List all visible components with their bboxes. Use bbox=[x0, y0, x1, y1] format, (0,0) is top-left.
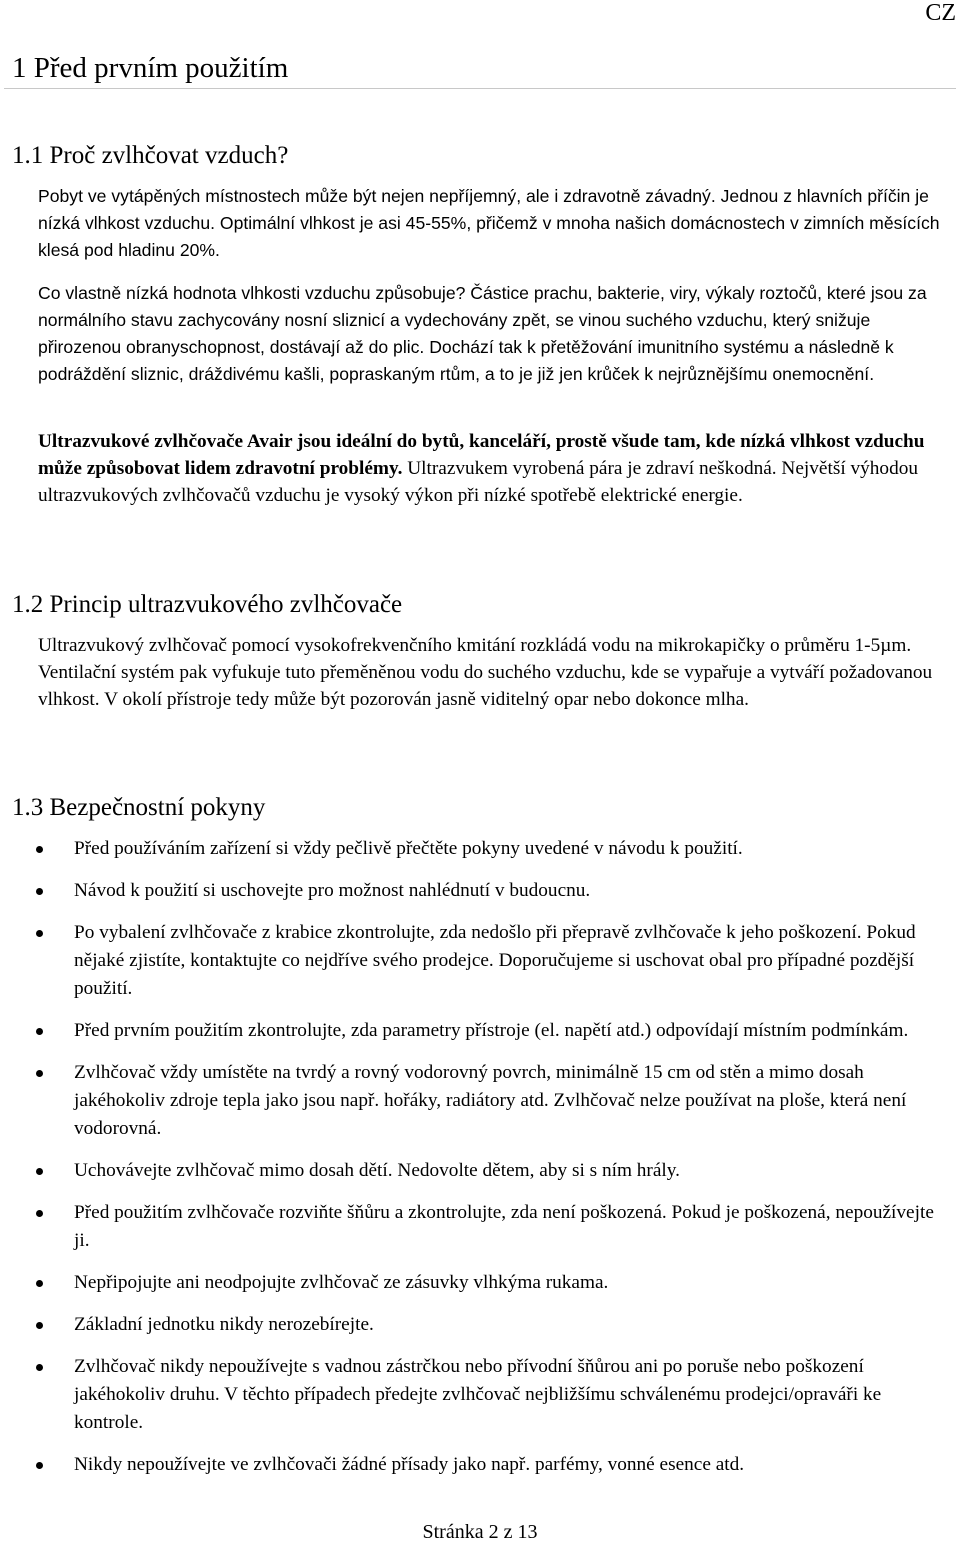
list-item-text: Po vybalení zvlhčovače z krabice zkontrolujte, zda nedošlo při přepravě zvlhčovače k jeho poškození. Pokud nějaké zjistíte, kontaktujte co nejdříve svého prodejce. Doporučujeme si uschovat obal pro případné pozdější použití. bbox=[74, 922, 916, 999]
bullet-icon bbox=[36, 1210, 43, 1217]
list-item bbox=[0, 877, 952, 905]
section-1-1-paragraph-1: Pobyt ve vytápěných místnostech může být nejen nepříjemný, ale i zdravotně závadný. Jednou z hlavních příčin je nízká vlhkost vzduchu. Optimální vlhkost je asi 45-55%, přičemž v mnoha našich domácnostech v zimních měsících klesá pod hladinu 20%. bbox=[38, 186, 940, 260]
bullet-icon bbox=[36, 1462, 43, 1469]
list-item bbox=[0, 1199, 952, 1255]
list-item bbox=[0, 919, 952, 1003]
list-item-text: Zvlhčovač vždy umístěte na tvrdý a rovný vodorovný povrch, minimálně 15 cm od stěn a mimo dosah jakéhokoliv zdroje tepla jako jsou např. hořáky, radiátory atd. Zvlhčovač nelze používat na ploše, která není vodorovná. bbox=[74, 1062, 907, 1139]
bullet-icon bbox=[36, 930, 43, 937]
section-1-3-title: 1.3 Bezpečnostní pokyny bbox=[12, 794, 266, 821]
list-item bbox=[0, 1451, 952, 1479]
list-item bbox=[0, 835, 952, 863]
bullet-icon bbox=[36, 1322, 43, 1329]
heading-divider bbox=[4, 88, 956, 89]
list-item bbox=[0, 1059, 952, 1143]
safety-list bbox=[0, 835, 952, 1479]
list-item-text: Návod k použití si uschovejte pro možnost nahlédnutí v budoucnu. bbox=[74, 880, 591, 901]
bullet-icon bbox=[36, 1028, 43, 1035]
list-item-text: Nikdy nepoužívejte ve zvlhčovači žádné přísady jako např. parfémy, vonné esence atd. bbox=[74, 1454, 745, 1475]
bullet-icon bbox=[36, 1070, 43, 1077]
page-number: Stránka 2 z 13 bbox=[422, 1521, 538, 1543]
chapter-heading: 1 Před prvním použitím bbox=[12, 52, 289, 84]
list-item bbox=[0, 1157, 952, 1185]
bullet-icon bbox=[36, 1280, 43, 1287]
list-item-text: Základní jednotku nikdy nerozebírejte. bbox=[74, 1314, 374, 1335]
highlight-text: Ultrazvukové zvlhčovače Avair jsou ideální do bytů, kanceláří, prostě všude tam, kde nízká vlhkost vzduchu může způsobovat lidem zdravotní problémy. bbox=[38, 431, 925, 479]
list-item bbox=[0, 1269, 952, 1297]
section-1-2-paragraph-1: Ultrazvukový zvlhčovač pomocí vysokofrekvenčního kmitání rozkládá vodu na mikrokapičky o průměru 1-5µm. Ventilační systém pak vyfukuje tuto přeměněnou vodu do suchého vzduchu, kde se vypařuje a vytváří požadovanou vlhkost. V okolí přístroje tedy může být pozorován jasně viditelný opar nebo dokonce mlha. bbox=[38, 635, 933, 710]
section-1-1-paragraph-2: Co vlastně nízká hodnota vlhkosti vzduchu způsobuje? Částice prachu, bakterie, viry, výkaly roztočů, které jsou za normálního stavu zachycovány nosní sliznicí a vydechovány zpět, se vinou suchého vzduchu, který snižuje přirozenou obranyschopnost, dostávají až do plic. Dochází tak k přetěžování imunitního systému a následně k podráždění sliznic, dráždivému kašli, popraskaným rtům, a to je již jen krůček k nejrůznějšímu onemocnění. bbox=[38, 283, 927, 384]
bullet-icon bbox=[36, 846, 43, 853]
list-item-text: Uchovávejte zvlhčovač mimo dosah dětí. Nedovolte dětem, aby si s ním hrály. bbox=[74, 1160, 680, 1181]
bullet-icon bbox=[36, 1364, 43, 1371]
section-1-2-title: 1.2 Princip ultrazvukového zvlhčovače bbox=[12, 591, 403, 618]
list-item bbox=[0, 1017, 952, 1045]
bullet-icon bbox=[36, 1168, 43, 1175]
language-code: CZ bbox=[925, 0, 956, 26]
list-item bbox=[0, 1311, 952, 1339]
list-item-text: Před používáním zařízení si vždy pečlivě přečtěte pokyny uvedené v návodu k použití. bbox=[74, 838, 743, 859]
list-item-text: Před použitím zvlhčovače rozviňte šňůru a zkontrolujte, zda není poškozená. Pokud je poškozená, nepoužívejte ji. bbox=[74, 1202, 934, 1251]
section-1-1-title: 1.1 Proč zvlhčovat vzduch? bbox=[12, 142, 289, 169]
paragraph-text: Ultrazvukem vyrobená pára je zdraví neškodná. Největší výhodou ultrazvukových zvlhčovačů vzduchu je vysoký výkon při nízké spotřebě elektrické energie. bbox=[38, 458, 918, 506]
section-1-1-paragraph-3 bbox=[38, 428, 952, 509]
list-item bbox=[0, 1353, 952, 1437]
list-item-text: Před prvním použitím zkontrolujte, zda parametry přístroje (el. napětí atd.) odpovídají místním podmínkám. bbox=[74, 1020, 909, 1041]
list-item-text: Zvlhčovač nikdy nepoužívejte s vadnou zástrčkou nebo přívodní šňůrou ani po poruše nebo poškození jakéhokoliv druhu. V těchto případech předejte zvlhčovač nejbližšímu schválenému prodejci/opraváři ke kontrole. bbox=[74, 1356, 882, 1433]
list-item-text: Nepřipojujte ani neodpojujte zvlhčovač ze zásuvky vlhkýma rukama. bbox=[74, 1272, 609, 1293]
bullet-icon bbox=[36, 888, 43, 895]
